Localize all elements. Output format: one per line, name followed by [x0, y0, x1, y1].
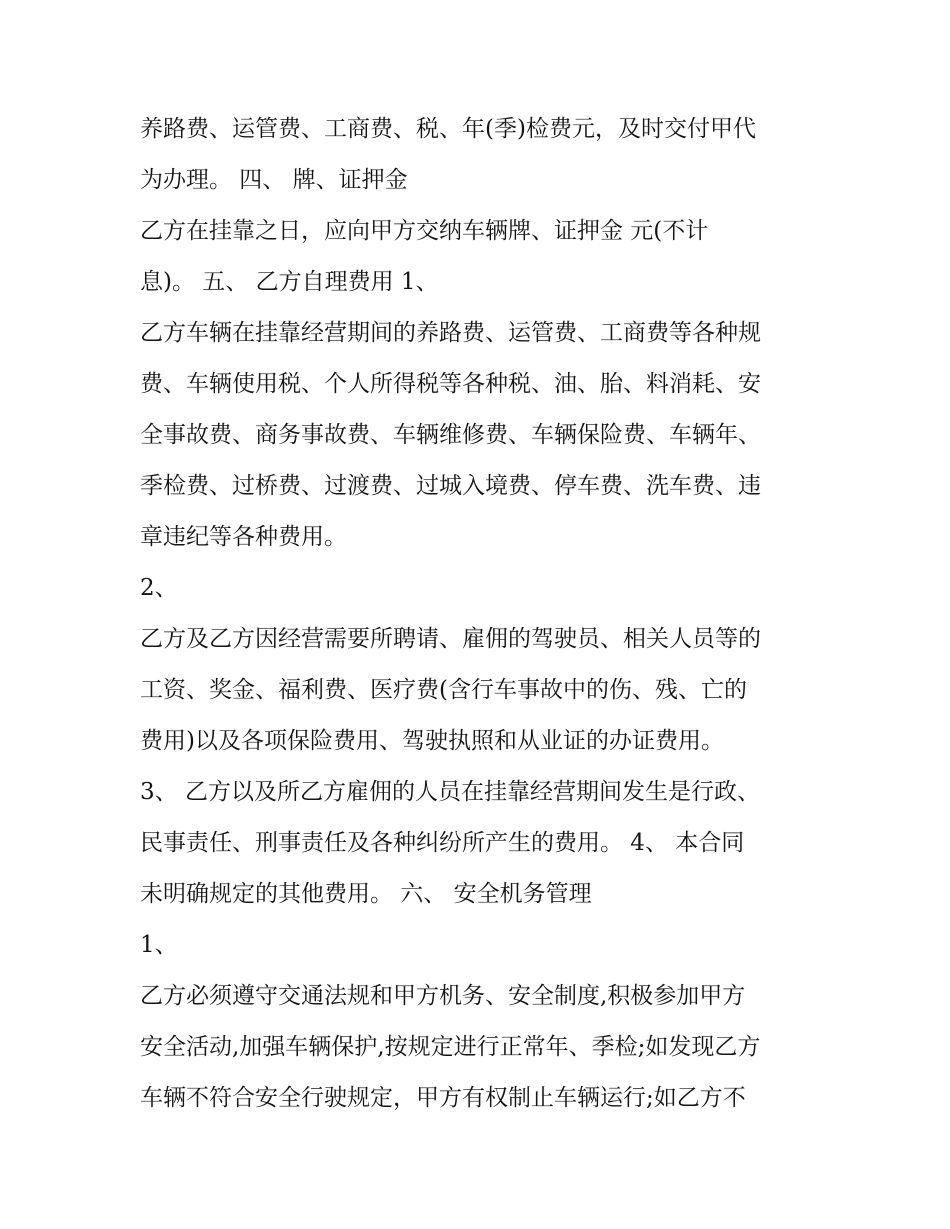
text-line: 息)。 五、 乙方自理费用 1、 [140, 269, 439, 295]
text-line: 章违纪等各种费用。 [140, 524, 347, 550]
text-line: 为办理。 四、 牌、证押金 [140, 167, 408, 193]
contract-text-body [140, 104, 820, 1124]
text-line: 未明确规定的其他费用。 六、 安全机务管理 [140, 881, 592, 907]
text-line: 费、车辆使用税、个人所得税等各种税、油、胎、料消耗、安 [140, 371, 761, 397]
text-line: 全事故费、商务事故费、车辆维修费、车辆保险费、车辆年、 [140, 422, 761, 448]
text-line: 1、 [140, 932, 178, 958]
text-line: 车辆不符合安全行驶规定，甲方有权制止车辆运行;如乙方不 [140, 1085, 746, 1111]
text-line: 乙方及乙方因经营需要所聘请、雇佣的驾驶员、相关人员等的 [140, 626, 761, 652]
text-line: 工资、奖金、福利费、医疗费(含行车事故中的伤、残、亡的 [140, 677, 747, 703]
text-line: 3、 乙方以及所乙方雇佣的人员在挂靠经营期间发生是行政、 [140, 779, 760, 805]
text-line: 乙方在挂靠之日，应向甲方交纳车辆牌、证押金 元(不计 [140, 218, 709, 244]
text-line: 养路费、运管费、工商费、税、年(季)检费元，及时交付甲代 [140, 116, 756, 142]
text-line: 季检费、过桥费、过渡费、过城入境费、停车费、洗车费、违 [140, 473, 761, 499]
text-line: 2、 [140, 575, 178, 601]
text-line: 民事责任、刑事责任及各种纠纷所产生的费用。 4、 本合同 [140, 830, 745, 856]
text-line: 安全活动,加强车辆保护,按规定进行正常年、季检;如发现乙方 [140, 1034, 761, 1060]
text-line: 乙方必须遵守交通法规和甲方机务、安全制度,积极参加甲方 [140, 983, 746, 1009]
text-line: 乙方车辆在挂靠经营期间的养路费、运管费、工商费等各种规 [140, 320, 761, 346]
text-line: 费用)以及各项保险费用、驾驶执照和从业证的办证费用。 [140, 728, 724, 754]
